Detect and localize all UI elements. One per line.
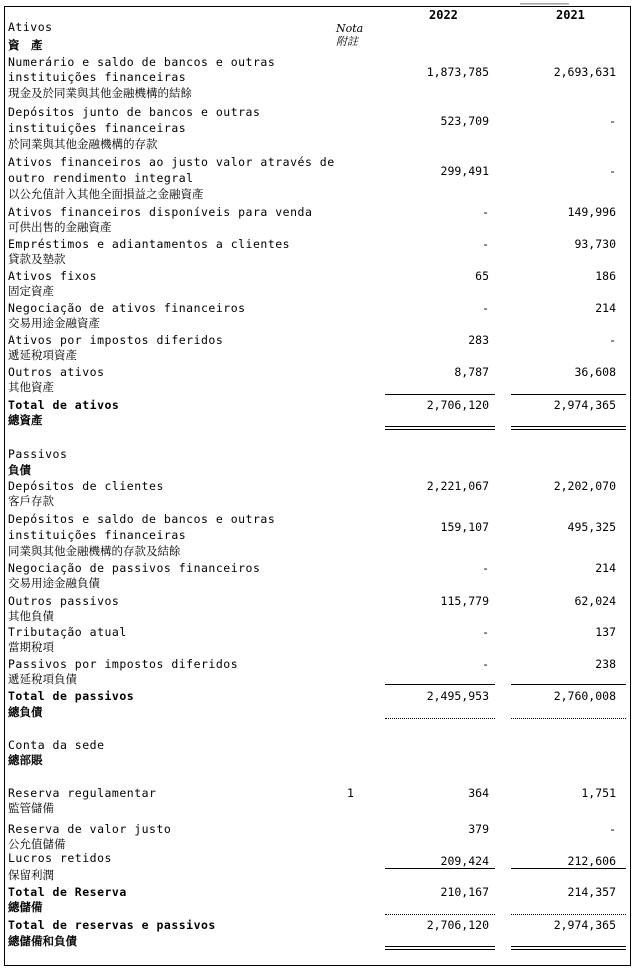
total-dotted-rule [385,718,495,719]
row-label-pt: Ativos financeiros disponíveis para venda [8,205,313,219]
total-liabilities-label-zh: 總負債 [8,705,43,719]
note-reference: 1 [347,786,355,800]
total-assets-label-zh: 總資產 [8,413,43,427]
row-label-zh: 保留利潤 [8,868,54,882]
total-dotted-rule [385,914,495,915]
value-2021: - [609,333,616,347]
subtotal-rule [511,394,626,395]
total-double-rule [511,426,626,430]
value-2022: 115,779 [440,594,489,608]
grand-total-label-pt: Total de reservas e passivos [8,918,216,932]
row-label-zh: 於同業與其他金融機構的存款 [8,137,158,151]
subtotal-rule [511,684,626,685]
value-2021: 186 [595,269,616,283]
value-2021: 2,202,070 [553,479,616,493]
value-2022: 283 [468,333,489,347]
value-2021: - [609,164,616,178]
value-2021: 62,024 [574,594,616,608]
row-label-zh: 客戶存款 [8,494,54,508]
row-label-pt-cont: instituições financeiras [8,528,187,542]
grand-total-double-rule [385,946,495,950]
grand-total-2021: 2,974,365 [553,918,616,932]
value-2021: 93,730 [574,237,616,251]
row-label-zh: 公允值儲備 [8,837,66,851]
row-label-pt-cont: instituições financeiras [8,70,187,84]
total-double-rule [385,426,495,430]
liabilities-title-pt: Passivos [8,447,68,461]
row-label-pt: Outros passivos [8,594,120,608]
value-2022: - [482,657,489,671]
row-label-pt: Depósitos de clientes [8,479,164,493]
value-2022: 65 [475,269,489,283]
value-2021: - [609,822,616,836]
value-2021: - [609,114,616,128]
value-2022: - [482,301,489,315]
row-label-zh: 遞延稅項負債 [8,672,77,686]
value-2022: - [482,237,489,251]
row-label-pt-cont: instituições financeiras [8,121,187,135]
total-assets-2021: 2,974,365 [553,398,616,412]
value-2021: 149,996 [567,205,616,219]
value-2021: 214 [595,561,616,575]
value-2022: 209,424 [440,854,489,868]
row-label-pt: Tributação atual [8,625,127,639]
value-2021: 1,751 [581,786,616,800]
subtotal-rule [385,684,495,685]
grand-total-label-zh: 總儲備和負債 [8,934,77,948]
total-reserves-2022: 210,167 [440,885,489,899]
value-2022: 2,221,067 [426,479,489,493]
value-2021: 2,693,631 [553,65,616,79]
value-2021: 238 [595,657,616,671]
row-label-pt: Ativos por impostos diferidos [8,333,224,347]
value-2021: 495,325 [567,520,616,534]
value-2021: 36,608 [574,365,616,379]
row-label-zh: 當期稅項 [8,640,54,654]
row-label-pt-cont: outro rendimento integral [8,171,194,185]
note-header-zh: 附註 [336,35,358,48]
total-liabilities-2022: 2,495,953 [426,689,489,703]
value-2021: 137 [595,625,616,639]
row-label-pt: Outros ativos [8,365,105,379]
row-label-pt: Reserva de valor justo [8,822,172,836]
head-office-label-pt: Conta da sede [8,738,105,752]
row-label-zh: 遞延稅項資產 [8,348,77,362]
value-2022: 379 [468,822,489,836]
row-label-zh: 其他資產 [8,380,54,394]
row-label-pt: Negociação de ativos financeiros [8,301,246,315]
total-dotted-rule [511,914,626,915]
grand-total-double-rule [511,946,626,950]
total-assets-2022: 2,706,120 [426,398,489,412]
row-label-zh: 貸款及墊款 [8,252,66,266]
total-reserves-2021: 214,357 [567,885,616,899]
grand-total-2022: 2,706,120 [426,918,489,932]
value-2022: 159,107 [440,520,489,534]
row-label-zh: 固定資產 [8,284,54,298]
column-header-2021: 2021 [556,8,585,22]
value-2022: 523,709 [440,114,489,128]
cut-off-header-text: ───────── [520,0,569,10]
value-2022: - [482,625,489,639]
column-header-2022: 2022 [429,8,458,22]
row-label-zh: 交易用途金融負債 [8,576,100,590]
total-reserves-label-zh: 總儲備 [8,900,43,914]
row-label-pt: Empréstimos e adiantamentos a clientes [8,237,291,251]
row-label-zh: 同業與其他金融機構的存款及結餘 [8,544,181,558]
subtotal-rule [385,394,495,395]
note-header-pt: Nota [336,22,364,35]
value-2022: 8,787 [454,365,489,379]
total-liabilities-label-pt: Total de passivos [8,689,135,703]
row-label-pt: Depósitos junto de bancos e outras [8,105,261,119]
value-2022: - [482,561,489,575]
total-dotted-rule [511,718,626,719]
row-label-pt: Ativos financeiros ao justo valor através de [8,155,335,169]
value-2021: 214 [595,301,616,315]
value-2022: - [482,205,489,219]
row-label-zh: 以公允值計入其他全面損益之金融資產 [8,187,204,201]
value-2021: 212,606 [567,854,616,868]
row-label-pt: Ativos fixos [8,269,98,283]
row-label-zh: 監管儲備 [8,801,54,815]
row-label-pt: Negociação de passivos financeiros [8,561,261,575]
row-label-pt: Depósitos e saldo de bancos e outras [8,512,276,526]
row-label-zh: 現金及於同業與其他金融機構的結餘 [8,86,192,100]
total-liabilities-2021: 2,760,008 [553,689,616,703]
assets-title-pt: Ativos [8,20,53,34]
row-label-pt: Lucros retidos [8,851,112,865]
row-label-zh: 其他負債 [8,609,54,623]
value-2022: 299,491 [440,164,489,178]
head-office-label-zh: 總部賬 [8,753,43,767]
row-label-pt: Passivos por impostos diferidos [8,657,239,671]
assets-title-zh: 資 產 [8,38,43,52]
total-assets-label-pt: Total de ativos [8,398,120,412]
value-2022: 1,873,785 [426,65,489,79]
total-reserves-label-pt: Total de Reserva [8,885,127,899]
row-label-zh: 交易用途金融資產 [8,316,100,330]
row-label-pt: Numerário e saldo de bancos e outras [8,55,276,69]
subtotal-rule [385,868,495,869]
liabilities-title-zh: 負債 [8,463,31,477]
row-label-pt: Reserva regulamentar [8,786,157,800]
value-2022: 364 [468,786,489,800]
row-label-zh: 可供出售的金融資產 [8,220,112,234]
subtotal-rule [511,868,626,869]
